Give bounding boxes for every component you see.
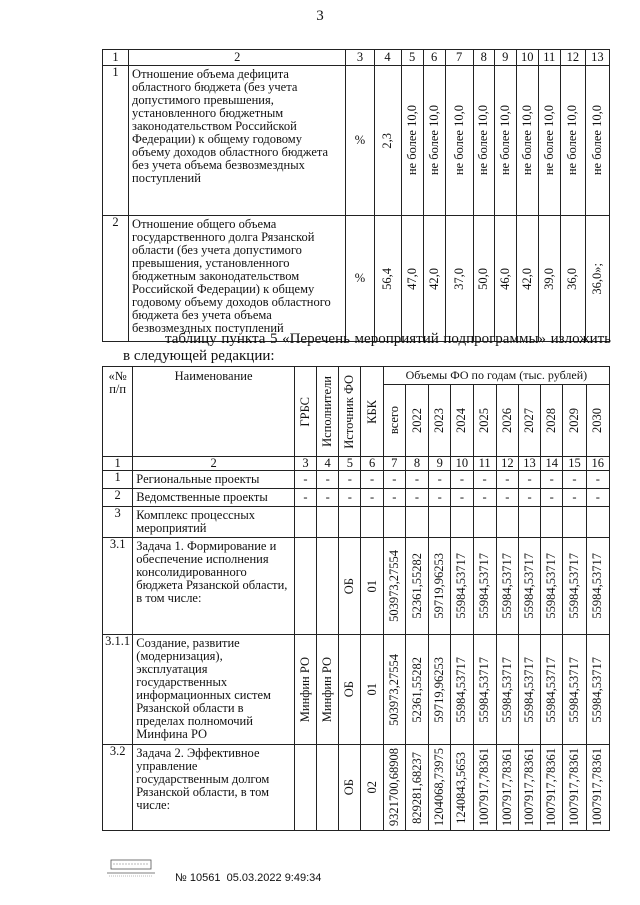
amount-cell [451,538,473,635]
amount-text: 55984,53717 [544,553,559,619]
amount-text: 1240843,5653 [454,751,469,824]
indicator-row [103,216,610,342]
measure-name: Ведомственные проекты [133,489,295,507]
dash-cell: - [541,471,563,489]
amount-cell [563,538,586,635]
dash-cell: - [541,489,563,507]
empty-cell [429,507,451,538]
amount-cell [473,745,496,831]
value-cell [516,216,538,342]
year-label: 2028 [544,408,559,433]
col-header-3: 3 [346,50,374,66]
col-header-2: 2 [129,50,346,66]
attr-src [339,635,361,745]
year-header [383,385,405,457]
value-text: не более 10,0 [589,105,604,176]
measure-name: Задача 1. Формирование и обеспечение исполнения консолидированного бюджета Рязанской области, в том числе: [133,538,295,635]
amount-text: 1007917,78361 [499,748,514,827]
header-grbs: ГРБС [297,396,312,427]
year-label: 2027 [522,408,537,433]
year-label: 2030 [590,408,605,433]
value-cell [494,66,516,216]
dash-cell: - [451,471,473,489]
amount-text: 1007917,78361 [566,748,581,827]
indicators-table [102,49,610,342]
value-text: не более 10,0 [541,105,556,176]
empty-cell [541,507,563,538]
amount-text: 52361,55282 [409,656,424,723]
amount-cell [405,538,428,635]
dash-cell: - [563,471,586,489]
indicator-name: Отношение объема дефицита областного бюджета (без учета допустимого превышения, установленного бюджетным законодательством Российской Федерации) к общему годовому объему доходов областного бюджета без учета объема безвозмездных поступлений [129,66,346,216]
amount-cell [383,745,405,831]
amount-cell [451,745,473,831]
header-kbk: КБК [364,399,379,424]
amount-text: 9321700,68908 [386,748,401,827]
col-number: 14 [541,457,563,471]
value-text: не более 10,0 [451,105,466,176]
dash-cell: - [294,489,316,507]
amount-text: 55984,53717 [544,656,559,723]
year-header [473,385,496,457]
amount-cell [496,635,518,745]
amount-cell [541,538,563,635]
year-label: 2023 [432,408,447,433]
value-text: 39,0 [541,267,556,290]
dash-cell: - [496,489,518,507]
col-number: 3 [294,457,316,471]
amount-cell [496,538,518,635]
attr-text: ОБ [342,779,357,796]
value-text: не более 10,0 [476,105,491,176]
year-header [586,385,609,457]
value-cell [401,216,423,342]
col-number: 2 [133,457,295,471]
row-number: 3.2 [103,745,133,831]
empty-cell [405,507,428,538]
year-header [429,385,451,457]
amount-cell [451,635,473,745]
value-cell [516,66,538,216]
value-text: 50,0 [476,267,491,290]
measure-row [103,538,610,635]
footer-datetime: 05.03.2022 9:49:34 [226,872,322,884]
attr-isp [317,538,339,635]
value-cell [423,66,445,216]
amount-text: 829281,68237 [409,751,424,824]
dash-cell: - [317,489,339,507]
amount-text: 59719,96253 [432,656,447,723]
header-name: Наименование [133,367,295,457]
amount-cell [518,538,540,635]
dash-cell: - [473,489,496,507]
value-cell [423,216,445,342]
value-cell [538,216,560,342]
attr-grbs [294,538,316,635]
value-cell [585,216,609,342]
header-executors: Исполнители [320,376,335,447]
amount-text: 55984,53717 [522,656,537,723]
col-header-11: 11 [538,50,560,66]
header-source: Источник ФО [342,374,357,449]
value-cell [585,66,609,216]
amount-cell [429,635,451,745]
col-header-6: 6 [423,50,445,66]
attr-text: Минфин РО [297,656,312,723]
measure-name: Создание, развитие (модернизация), эксплуатация государственных информационных систем Рязанской области в пределах полномочий Минфина РО [133,635,295,745]
value-text: 46,0 [497,267,512,290]
amount-text: 55984,53717 [566,656,581,723]
dash-cell: - [339,471,361,489]
empty-cell [451,507,473,538]
attr-grbs [294,745,316,831]
amount-text: 55984,53717 [566,553,581,619]
amount-cell [586,538,609,635]
row-number: 3 [103,507,133,538]
col-header-10: 10 [516,50,538,66]
dash-cell: - [405,471,428,489]
col-header-9: 9 [494,50,516,66]
amount-text: 55984,53717 [499,656,514,723]
dash-cell: - [429,471,451,489]
attr-kbk [361,538,383,635]
year-label: 2022 [409,408,424,433]
header-volumes: Объемы ФО по годам (тыс. рублей) [383,367,609,385]
amount-text: 55984,53717 [477,656,492,723]
year-header [496,385,518,457]
value-cell [560,216,585,342]
attr-src [339,745,361,831]
attr-text: 02 [364,781,379,794]
dash-cell: - [563,489,586,507]
year-header [541,385,563,457]
dash-cell: - [518,489,540,507]
attr-text: 01 [364,683,379,696]
measure-name: Задача 2. Эффективное управление государственным долгом Рязанской области, в том числе: [133,745,295,831]
value-text: не более 10,0 [404,105,419,176]
measure-row [103,745,610,831]
dash-cell: - [383,471,405,489]
col-header-4: 4 [374,50,401,66]
col-number: 4 [317,457,339,471]
value-text: 42,0 [426,267,441,290]
value-text: 36,0»; [589,262,604,295]
dash-cell: - [405,489,428,507]
year-header [518,385,540,457]
year-label: 2025 [477,408,492,433]
value-text: 47,0 [404,267,419,290]
empty-cell [518,507,540,538]
value-text: не более 10,0 [497,105,512,176]
col-header-12: 12 [560,50,585,66]
amount-text: 55984,53717 [590,553,605,619]
amount-text: 1007917,78361 [590,748,605,827]
value-cell [538,66,560,216]
year-header [563,385,586,457]
attr-text: ОБ [342,577,357,595]
value-cell [401,66,423,216]
dash-cell: - [518,471,540,489]
dash-cell: - [361,471,383,489]
page-number: 3 [316,8,324,24]
registry-stamp [105,858,157,878]
empty-cell [473,507,496,538]
amount-text: 503973,27554 [386,550,401,622]
attr-src [339,538,361,635]
header-num: «№ п/п [103,367,133,457]
col-number: 1 [103,457,133,471]
value-text: не более 10,0 [565,105,580,176]
dash-cell: - [383,489,405,507]
attr-text: Минфин РО [320,656,335,723]
amount-cell [405,635,428,745]
amount-cell [383,635,405,745]
row-number: 2 [103,489,133,507]
col-number: 10 [451,457,473,471]
col-number: 13 [518,457,540,471]
year-label: 2024 [454,408,469,433]
amount-text: 55984,53717 [454,656,469,723]
attr-isp [317,745,339,831]
value-text: 2,3 [380,132,395,149]
value-text: не более 10,0 [519,105,534,176]
empty-cell [563,507,586,538]
amount-cell [518,635,540,745]
year-label: всего [386,406,401,435]
row-number: 3.1 [103,538,133,635]
empty-cell [383,507,405,538]
amount-cell [473,538,496,635]
value-cell [473,216,494,342]
amount-text: 503973,27554 [386,653,401,726]
amount-cell [496,745,518,831]
measure-name: Комплекс процессных мероприятий [133,507,295,538]
amount-cell [563,745,586,831]
attr-grbs [294,635,316,745]
year-header [405,385,428,457]
dash-cell: - [586,471,609,489]
amount-cell [563,635,586,745]
amount-text: 55984,53717 [454,553,469,619]
value-cell [374,66,401,216]
row-number: 1 [103,471,133,489]
amount-text: 55984,53717 [522,553,537,619]
empty-cell [317,507,339,538]
col-header-13: 13 [585,50,609,66]
value-cell [445,216,473,342]
attr-isp [317,635,339,745]
attr-kbk [361,635,383,745]
unit-cell: % [346,66,374,216]
row-number: 2 [103,216,129,342]
col-header-8: 8 [473,50,494,66]
measure-row [103,507,610,538]
row-number: 3.1.1 [103,635,133,745]
footer-registration [175,872,321,884]
col-number: 7 [383,457,405,471]
empty-cell [586,507,609,538]
attr-text: ОБ [342,681,357,698]
col-number: 5 [339,457,361,471]
dash-cell: - [429,489,451,507]
amount-cell [429,538,451,635]
value-text: не более 10,0 [426,105,441,176]
unit-cell: % [346,216,374,342]
indicator-row [103,66,610,216]
amount-text: 55984,53717 [499,553,514,619]
instruction-paragraph: таблицу пункта 5 «Перечень мероприятий подпрограммы» изложить в следующей редакции: [123,331,611,364]
value-cell [560,66,585,216]
value-cell [445,66,473,216]
amount-cell [383,538,405,635]
col-number: 11 [473,457,496,471]
year-label: 2026 [499,408,514,433]
amount-text: 59719,96253 [432,553,447,619]
amount-text: 1007917,78361 [477,748,492,827]
year-header [451,385,473,457]
dash-cell: - [451,489,473,507]
footer-number: № 10561 [175,872,221,884]
amount-cell [541,745,563,831]
col-header-1: 1 [103,50,129,66]
value-cell [473,66,494,216]
amount-cell [473,635,496,745]
indicator-name: Отношение общего объема государственного долга Рязанской области (без учета допустимого превышения, установленного бюджетным законодательством Российской Федерации) к общему годовому объему доходов областного бюджета без учета объема безвозмездных поступлений [129,216,346,342]
row-number: 1 [103,66,129,216]
col-header-5: 5 [401,50,423,66]
amount-text: 55984,53717 [477,553,492,619]
amount-cell [541,635,563,745]
value-cell [374,216,401,342]
measure-name: Региональные проекты [133,471,295,489]
col-number: 12 [496,457,518,471]
measures-table [102,366,610,831]
measure-row [103,489,610,507]
value-text: 37,0 [451,267,466,290]
amount-text: 1007917,78361 [522,748,537,827]
col-number: 6 [361,457,383,471]
amount-cell [405,745,428,831]
amount-text: 55984,53717 [590,656,605,723]
value-cell [494,216,516,342]
dash-cell: - [473,471,496,489]
value-text: 36,0 [565,267,580,290]
empty-cell [496,507,518,538]
amount-cell [586,745,609,831]
amount-cell [586,635,609,745]
measure-row [103,471,610,489]
dash-cell: - [361,489,383,507]
amount-text: 1007917,78361 [544,748,559,827]
year-label: 2029 [566,408,581,433]
amount-text: 52361,55282 [409,553,424,619]
empty-cell [294,507,316,538]
amount-cell [518,745,540,831]
amount-cell [429,745,451,831]
dash-cell: - [339,489,361,507]
dash-cell: - [317,471,339,489]
measure-row [103,635,610,745]
dash-cell: - [496,471,518,489]
value-text: 56,4 [380,267,395,290]
dash-cell: - [294,471,316,489]
amount-text: 1204068,73975 [432,748,447,827]
col-number: 15 [563,457,586,471]
attr-kbk [361,745,383,831]
attr-text: 01 [364,579,379,593]
col-number: 9 [429,457,451,471]
empty-cell [339,507,361,538]
value-text: 42,0 [519,267,534,290]
dash-cell: - [586,489,609,507]
col-number: 16 [586,457,609,471]
col-header-7: 7 [445,50,473,66]
empty-cell [361,507,383,538]
col-number: 8 [405,457,428,471]
